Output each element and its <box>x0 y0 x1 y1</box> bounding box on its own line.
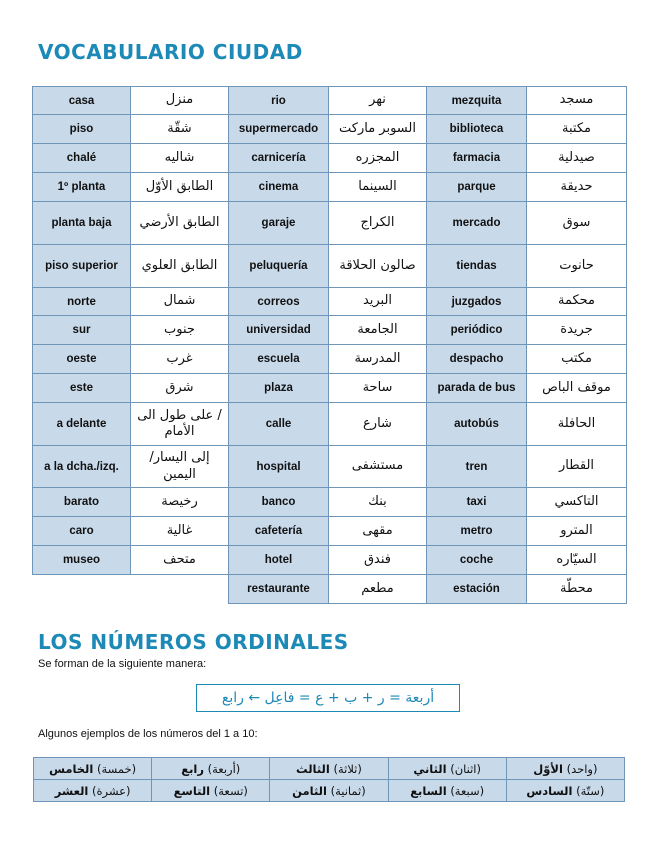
spanish-word: mercado <box>427 202 527 245</box>
arabic-word: مسجد <box>527 87 627 115</box>
spanish-word: taxi <box>427 488 527 517</box>
spanish-word: coche <box>427 546 527 575</box>
spanish-word: cafetería <box>229 517 329 546</box>
arabic-word: القطار <box>527 446 627 488</box>
arabic-word: مقهى <box>329 517 427 546</box>
vocab-row <box>33 374 627 403</box>
arabic-word: جريدة <box>527 316 627 345</box>
arabic-word: بنك <box>329 488 427 517</box>
spanish-word: biblioteca <box>427 115 527 144</box>
spanish-word: mezquita <box>427 87 527 115</box>
arabic-word: شقّة <box>131 115 229 144</box>
ordinal-number: الثاني <box>413 761 447 776</box>
spanish-word: farmacia <box>427 144 527 173</box>
ordinal-formula-box: أربعة = ر + ب + ع = فاعِل ← رابع <box>196 684 460 712</box>
cardinal-number: (عشرة) <box>91 783 131 798</box>
arabic-word: محطّة <box>527 575 627 604</box>
arabic-word: المترو <box>527 517 627 546</box>
ordinal-cell <box>152 780 270 802</box>
spanish-word: supermercado <box>229 115 329 144</box>
spanish-word: carnicería <box>229 144 329 173</box>
ordinal-cell <box>388 758 506 780</box>
arabic-word: مستشفى <box>329 446 427 488</box>
arabic-word: شرق <box>131 374 229 403</box>
empty-cell <box>33 575 131 604</box>
ordinal-number: العشر <box>54 783 89 798</box>
ordinals-title: LOS NÚMEROS ORDINALES <box>38 630 349 654</box>
ordinal-cell <box>152 758 270 780</box>
vocab-row <box>33 316 627 345</box>
vocabulary-table <box>32 86 627 604</box>
arabic-word: الطابق الأوّل <box>131 173 229 202</box>
arabic-word: سوق <box>527 202 627 245</box>
ordinal-cell <box>270 780 388 802</box>
spanish-word: a delante <box>33 403 131 446</box>
spanish-word: garaje <box>229 202 329 245</box>
vocab-row <box>33 488 627 517</box>
arabic-word: فندق <box>329 546 427 575</box>
arabic-word: الكراج <box>329 202 427 245</box>
spanish-word: peluquería <box>229 245 329 288</box>
vocab-row <box>33 403 627 446</box>
spanish-word: estación <box>427 575 527 604</box>
spanish-word: rio <box>229 87 329 115</box>
spanish-word: barato <box>33 488 131 517</box>
spanish-word: banco <box>229 488 329 517</box>
spanish-word: hotel <box>229 546 329 575</box>
arabic-word: الطابق العلوي <box>131 245 229 288</box>
spanish-word: metro <box>427 517 527 546</box>
spanish-word: planta baja <box>33 202 131 245</box>
spanish-word: restaurante <box>229 575 329 604</box>
spanish-word: juzgados <box>427 288 527 316</box>
ordinal-row <box>34 758 625 780</box>
arabic-word: صالون الحلاقة <box>329 245 427 288</box>
arabic-word: حديقة <box>527 173 627 202</box>
ordinal-cell <box>388 780 506 802</box>
arabic-word: مطعم <box>329 575 427 604</box>
vocab-row <box>33 345 627 374</box>
spanish-word: tiendas <box>427 245 527 288</box>
spanish-word: hospital <box>229 446 329 488</box>
spanish-word: tren <box>427 446 527 488</box>
arabic-word: شارع <box>329 403 427 446</box>
spanish-word: norte <box>33 288 131 316</box>
arabic-word: الحافلة <box>527 403 627 446</box>
spanish-word: parada de bus <box>427 374 527 403</box>
spanish-word: caro <box>33 517 131 546</box>
ordinal-number: التاسع <box>173 783 211 798</box>
spanish-word: piso <box>33 115 131 144</box>
spanish-word: museo <box>33 546 131 575</box>
arabic-word: المجزره <box>329 144 427 173</box>
vocab-row <box>33 144 627 173</box>
arabic-word: إلى اليسار/ اليمين <box>131 446 229 488</box>
spanish-word: periódico <box>427 316 527 345</box>
spanish-word: plaza <box>229 374 329 403</box>
examples-intro: Algunos ejemplos de los números del 1 a 10: <box>38 728 258 740</box>
spanish-word: despacho <box>427 345 527 374</box>
cardinal-number: (خمسة) <box>96 761 137 776</box>
arabic-word: محكمة <box>527 288 627 316</box>
ordinal-number: السابع <box>410 783 447 798</box>
arabic-word: مكتبة <box>527 115 627 144</box>
arabic-word: البريد <box>329 288 427 316</box>
arabic-word: الطابق الأرضي <box>131 202 229 245</box>
vocab-row <box>33 546 627 575</box>
arabic-word: حانوت <box>527 245 627 288</box>
ordinals-table <box>33 757 625 802</box>
ordinal-cell <box>270 758 388 780</box>
ordinal-row <box>34 780 625 802</box>
ordinal-number: الأوّل <box>533 761 563 776</box>
arabic-word: غالية <box>131 517 229 546</box>
arabic-word: التاكسي <box>527 488 627 517</box>
cardinal-number: (اثنان) <box>450 761 481 776</box>
ordinal-number: السادس <box>526 783 573 798</box>
cardinal-number: (ثلاثة) <box>333 761 362 776</box>
spanish-word: escuela <box>229 345 329 374</box>
ordinal-cell <box>506 758 624 780</box>
spanish-word: oeste <box>33 345 131 374</box>
ordinal-number: رابع <box>181 761 204 776</box>
spanish-word: a la dcha./izq. <box>33 446 131 488</box>
arabic-word: متحف <box>131 546 229 575</box>
ordinal-cell <box>34 780 152 802</box>
ordinals-intro: Se forman de la siguiente manera: <box>38 658 207 670</box>
vocab-row <box>33 202 627 245</box>
spanish-word: autobús <box>427 403 527 446</box>
vocab-row <box>33 173 627 202</box>
arabic-word: / على طول الى الأمام <box>131 403 229 446</box>
spanish-word: casa <box>33 87 131 115</box>
ordinal-cell <box>34 758 152 780</box>
arabic-word: الجامعة <box>329 316 427 345</box>
cardinal-number: (سبعة) <box>450 783 485 798</box>
arabic-word: صيدلية <box>527 144 627 173</box>
ordinal-cell <box>506 780 624 802</box>
spanish-word: calle <box>229 403 329 446</box>
vocabulary-title: VOCABULARIO CIUDAD <box>38 40 303 64</box>
ordinal-number: الثامن <box>292 783 327 798</box>
cardinal-number: (ثمانية) <box>330 783 366 798</box>
arabic-word: مكتب <box>527 345 627 374</box>
spanish-word: piso superior <box>33 245 131 288</box>
arabic-word: السينما <box>329 173 427 202</box>
spanish-word: 1º planta <box>33 173 131 202</box>
cardinal-number: (واحد) <box>566 761 598 776</box>
spanish-word: este <box>33 374 131 403</box>
vocab-row <box>33 245 627 288</box>
arabic-word: السيّاره <box>527 546 627 575</box>
spanish-word: universidad <box>229 316 329 345</box>
spanish-word: cinema <box>229 173 329 202</box>
spanish-word: sur <box>33 316 131 345</box>
vocab-row <box>33 517 627 546</box>
arabic-word: رخيصة <box>131 488 229 517</box>
arabic-word: السوبر ماركت <box>329 115 427 144</box>
arabic-word: غرب <box>131 345 229 374</box>
vocab-row <box>33 115 627 144</box>
cardinal-number: (ستّة) <box>576 783 605 798</box>
vocab-row <box>33 87 627 115</box>
empty-cell <box>131 575 229 604</box>
arabic-word: موقف الباص <box>527 374 627 403</box>
cardinal-number: (تسعة) <box>213 783 248 798</box>
arabic-word: شمال <box>131 288 229 316</box>
spanish-word: parque <box>427 173 527 202</box>
arabic-word: شاليه <box>131 144 229 173</box>
arabic-word: جنوب <box>131 316 229 345</box>
arabic-word: نهر <box>329 87 427 115</box>
vocab-row <box>33 575 627 604</box>
cardinal-number: (أربعة) <box>207 761 241 776</box>
arabic-word: منزل <box>131 87 229 115</box>
spanish-word: chalé <box>33 144 131 173</box>
vocab-row <box>33 288 627 316</box>
arabic-word: ساحة <box>329 374 427 403</box>
spanish-word: correos <box>229 288 329 316</box>
vocab-row <box>33 446 627 488</box>
ordinal-number: الثالث <box>296 761 330 776</box>
ordinal-number: الخامس <box>49 761 94 776</box>
arabic-word: المدرسة <box>329 345 427 374</box>
